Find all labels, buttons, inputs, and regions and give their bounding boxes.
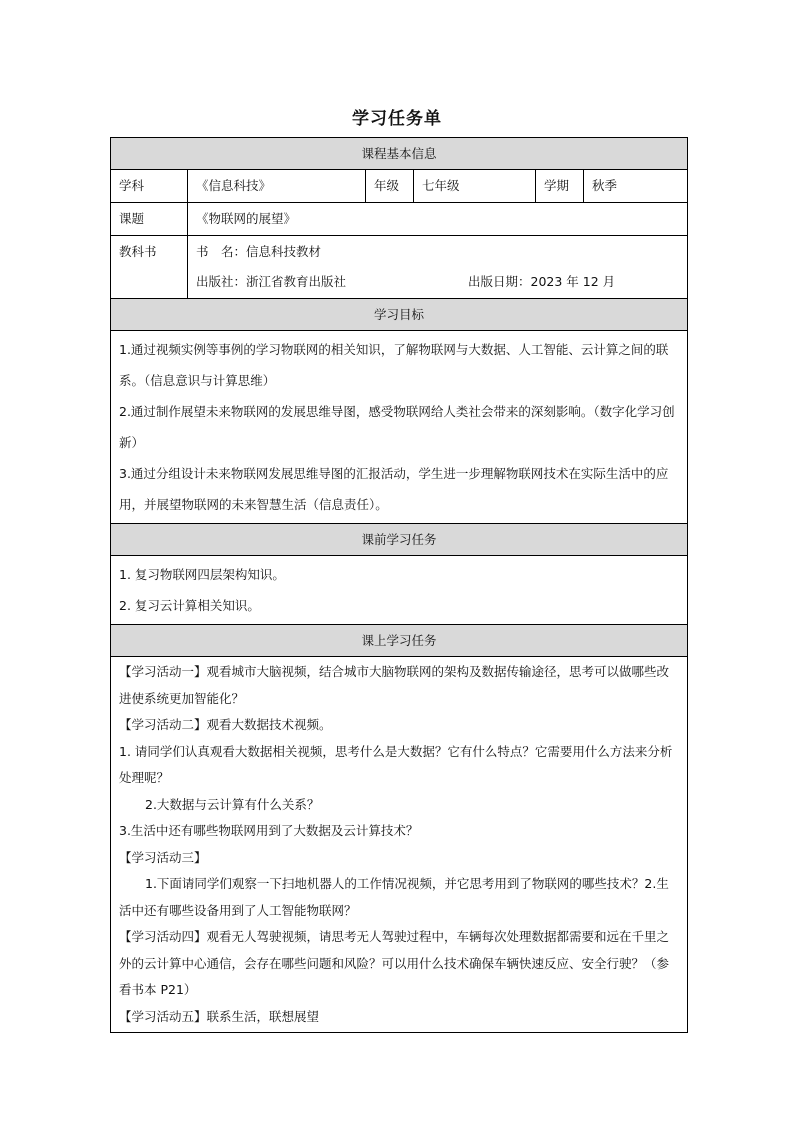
- topic-value: 《物联网的展望》: [196, 211, 297, 226]
- subject-label: 学科: [111, 170, 188, 202]
- activity-3: 【学习活动三】: [119, 849, 207, 865]
- goal-item: 3.通过分组设计未来物联网发展思维导图的汇报活动，学生进一步理解物联网技术在实际生活中的应用，并展望物联网的未来智慧生活（信息责任）。: [119, 466, 669, 512]
- book-name: 书 名：信息科技教材: [196, 244, 322, 259]
- activity-2: 【学习活动二】观看大数据技术视频。: [119, 717, 332, 732]
- textbook-label: 教科书: [111, 236, 188, 298]
- section-header-basic: 课程基本信息: [111, 138, 687, 170]
- grade-label: 年级: [366, 170, 414, 202]
- activity-5: 【学习活动五】联系生活，联想展望: [119, 1008, 320, 1024]
- subject-row: [111, 170, 687, 203]
- textbook-row: [111, 236, 687, 299]
- section-header-goals: 学习目标: [111, 299, 687, 331]
- goal-item: 2.通过制作展望未来物联网的发展思维导图，感受物联网给人类社会带来的深刻影响。（数字化学习创新）: [119, 404, 675, 450]
- page-title: 学习任务单: [352, 109, 442, 129]
- activity-3-question: 1.下面请同学们观察一下扫地机器人的工作情况视频，并它思考用到了物联网的哪些技术？2.生活中还有哪些设备用到了人工智能物联网？: [119, 876, 669, 918]
- activity-4: 【学习活动四】观看无人驾驶视频，请思考无人驾驶过程中，车辆每次处理数据都需要和远在千里之外的云计算中心通信，会存在哪些问题和风险？可以用什么技术确保车辆快速反应、安全行驶？（参看书本 P21）: [119, 929, 670, 997]
- pre-task-item: 2. 复习云计算相关知识。: [119, 598, 260, 613]
- section-header-pre: 课前学习任务: [111, 524, 687, 556]
- activity-1: 【学习活动一】观看城市大脑视频，结合城市大脑物联网的架构及数据传输途径，思考可以做哪些改进使系统更加智能化？: [119, 664, 670, 706]
- grade-value: 七年级: [414, 170, 536, 202]
- goals-block: [111, 331, 687, 524]
- activity-2-question-3: 3.生活中还有哪些物联网用到了大数据及云计算技术？: [119, 823, 419, 838]
- term-label: 学期: [536, 170, 584, 202]
- topic-label: 课题: [111, 203, 188, 235]
- publisher: 出版社：浙江省教育出版社: [196, 274, 347, 289]
- subject-value: 《信息科技》: [188, 170, 366, 202]
- textbook-details: [188, 236, 687, 298]
- pre-task-item: 1. 复习物联网四层架构知识。: [119, 567, 285, 582]
- publish-date: 出版日期：2023 年 12 月: [468, 274, 616, 289]
- topic-row: [111, 203, 687, 236]
- task-table: [110, 137, 688, 1033]
- activity-2-question-2: 2.大数据与云计算有什么关系？: [145, 796, 320, 812]
- section-header-inclass: 课上学习任务: [111, 625, 687, 657]
- goal-item: 1.通过视频实例等事例的学习物联网的相关知识，了解物联网与大数据、人工智能、云计算之间的联系。（信息意识与计算思维）: [119, 342, 669, 388]
- pre-tasks-block: [111, 556, 687, 625]
- activities-block: [111, 657, 687, 1032]
- activity-2-question-1: 1. 请同学们认真观看大数据相关视频，思考什么是大数据？它有什么特点？它需要用什么方法来分析处理呢？: [119, 743, 673, 785]
- publisher-line: [196, 267, 687, 297]
- term-value: 秋季: [592, 178, 618, 193]
